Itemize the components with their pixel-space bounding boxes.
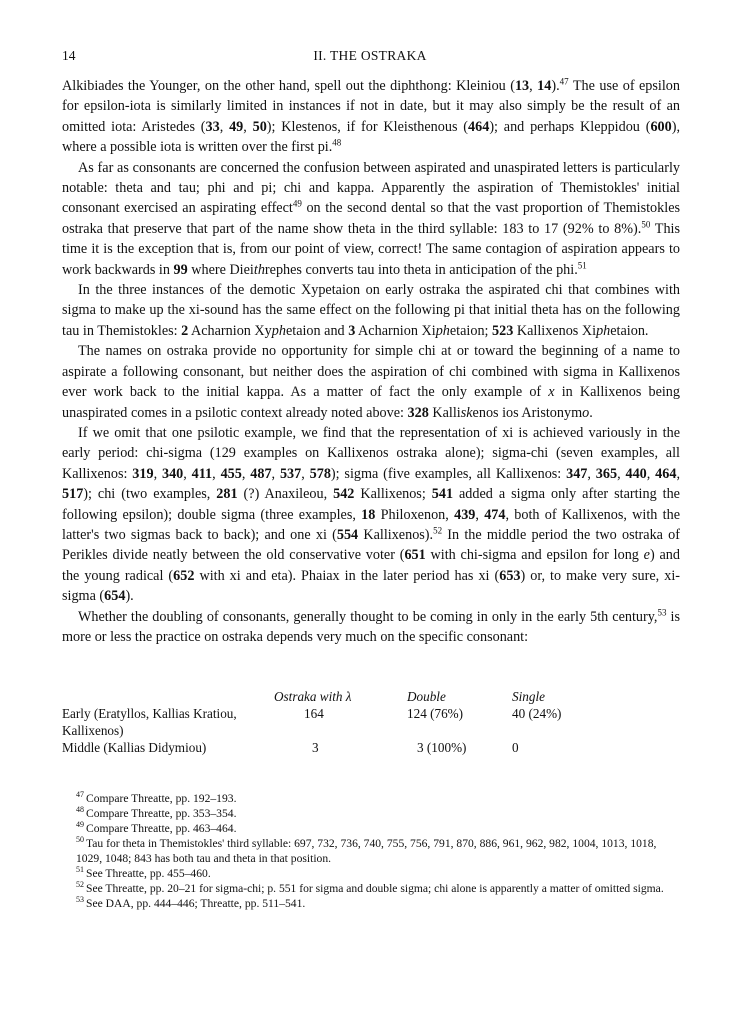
table-cell-label: Early (Eratyllos, Kallias Kratiou, Kallixenos) xyxy=(62,706,237,738)
running-head: II. THE OSTRAKA xyxy=(313,48,427,63)
page-number: 14 xyxy=(62,48,76,63)
footnote-number: 53 xyxy=(76,895,84,905)
table-header-row xyxy=(62,688,680,705)
footnote-text: See Threatte, pp. 20–21 for sigma-chi; p. 551 for sigma and double sigma; chi alone is apparently a matter of omitted sigma. xyxy=(86,882,664,895)
footnote-text: Compare Threatte, pp. 463–464. xyxy=(86,822,237,835)
paragraph: Alkibiades the Younger, on the other hand, spell out the diphthong: Kleiniou (13, 14).$^{47}$ The use of epsilon for epsilon-iota is similarly limited in instances if not in date, but it may also simply be the result of an omitted iota: Aristedes (33, 49, 50); Klestenos, if for Kleisthenous (464); and perhaps Kleppidou (600), where a possible iota is written over the first pi.$^{48}$ xyxy=(62,76,680,156)
table-cell: 3 xyxy=(312,740,319,755)
table-cell: 0 xyxy=(512,740,519,755)
footnote-number: 47 xyxy=(76,790,84,800)
table-cell: 3 (100%) xyxy=(417,740,467,755)
paragraph: Whether the doubling of consonants, generally thought to be coming in only in the early 5th century,$^{53}$ is more or less the practice on ostraka depends very much on the specific consonant: xyxy=(62,606,680,645)
table-row xyxy=(62,739,680,756)
footnote xyxy=(62,881,680,896)
footnote-text: See Threatte, pp. 455–460. xyxy=(86,867,211,880)
table-cell: 40 (24%) xyxy=(512,706,562,721)
paragraph: The names on ostraka provide no opportunity for simple chi at or toward the beginning of a name to aspirate a following consonant, but neither does the aspiration of chi combined with sigma in Kallixenos ever work back to the initial kappa. As a matter of fact the only example of x in Kallixenos being unaspirated comes in a psilotic context already noted above: 328 Kalliskenos ios Aristonymo. xyxy=(62,343,680,421)
body-text xyxy=(62,76,680,647)
paragraph: As far as consonants are concerned the confusion between aspirated and unaspirated letters is particularly notable: theta and tau; phi and pi; chi and kappa. Apparently the aspiration of Themistokles' initial consonant exercised an aspirating effect$^{49}$ on the second dental so that the vast proportion of Themistokles ostraka that preserve that part of the name show theta in the third syllable: 183 to 17 (92% to 8%).$^{50}$ This time it is the exception that is, from our point of view, correct! The same contagion of aspiration appears to work backwards in 99 where Dieithrephes converts tau into theta in anticipation of the phi.$^{51}$ xyxy=(62,159,681,278)
footnote xyxy=(62,806,680,821)
page-header xyxy=(62,48,678,68)
footnote-number: 49 xyxy=(76,820,84,830)
footnote-number: 51 xyxy=(76,865,84,875)
footnote xyxy=(62,866,680,881)
footnote xyxy=(62,821,680,836)
table-cell-label: Middle (Kallias Didymiou) xyxy=(62,740,207,755)
doubling-table xyxy=(62,688,680,756)
table-row xyxy=(62,705,680,739)
footnotes xyxy=(62,791,680,911)
footnote-text: Compare Threatte, pp. 192–193. xyxy=(86,792,237,805)
table-header-cell: Ostraka with λ xyxy=(274,689,352,704)
footnote xyxy=(62,896,680,911)
footnote-text: See DAA, pp. 444–446; Threatte, pp. 511–541. xyxy=(86,897,306,910)
table-header-cell: Double xyxy=(407,689,446,704)
paragraph: In the three instances of the demotic Xypetaion on early ostraka the aspirated chi that combines with sigma to make up the xi-sound has the same effect on the following pi that initial theta has on the following tau in Themistokles: 2 Acharnion Xyphetaion and 3 Acharnion Xiphetaion; 523 Kallixenos Xiphetaion. xyxy=(62,282,680,339)
footnote-number: 48 xyxy=(76,805,84,815)
table-cell: 164 xyxy=(304,706,324,721)
table-cell: 124 (76%) xyxy=(407,706,464,721)
footnote-number: 52 xyxy=(76,880,84,890)
footnote xyxy=(62,791,680,806)
footnote xyxy=(62,836,680,866)
footnote-text: Compare Threatte, pp. 353–354. xyxy=(86,807,237,820)
footnote-number: 50 xyxy=(76,835,84,845)
paragraph: If we omit that one psilotic example, we find that the representation of xi is achieved variously in the early period: chi-sigma (129 examples on Kallixenos ostraka alone); sigma-chi (seven examples, all Kallixenos: 319, 340, 411, 455, 487, 537, 578); sigma (five examples, all Kallixenos: 347, 365, 440, 464, 517); chi (two examples, 281 (?) Anaxileou, 542 Kallixenos; 541 added a sigma only after starting the following epsilon); double sigma (three examples, 18 Philoxenon, 439, 474, both of Kallixenos, with the latter's two sigmas back to back); and one xi (554 Kallixenos).$^{52}$ In the middle period the two ostraka of Perikles divide neatly between the old conservative voter (651 with chi-sigma and epsilon for long e) and the young radical (652 with xi and eta). Phaiax in the later period has xi (653) or, to make very sure, xi-sigma (654). xyxy=(62,424,681,605)
footnote-text: Tau for theta in Themistokles' third syllable: 697, 732, 736, 740, 755, 756, 791, 870, 886, 961, 962, 982, 1004, 1013, 1018, 1029, 1048; 843 has both tau and theta in that position. xyxy=(76,837,657,865)
table-header-cell: Single xyxy=(512,689,545,704)
